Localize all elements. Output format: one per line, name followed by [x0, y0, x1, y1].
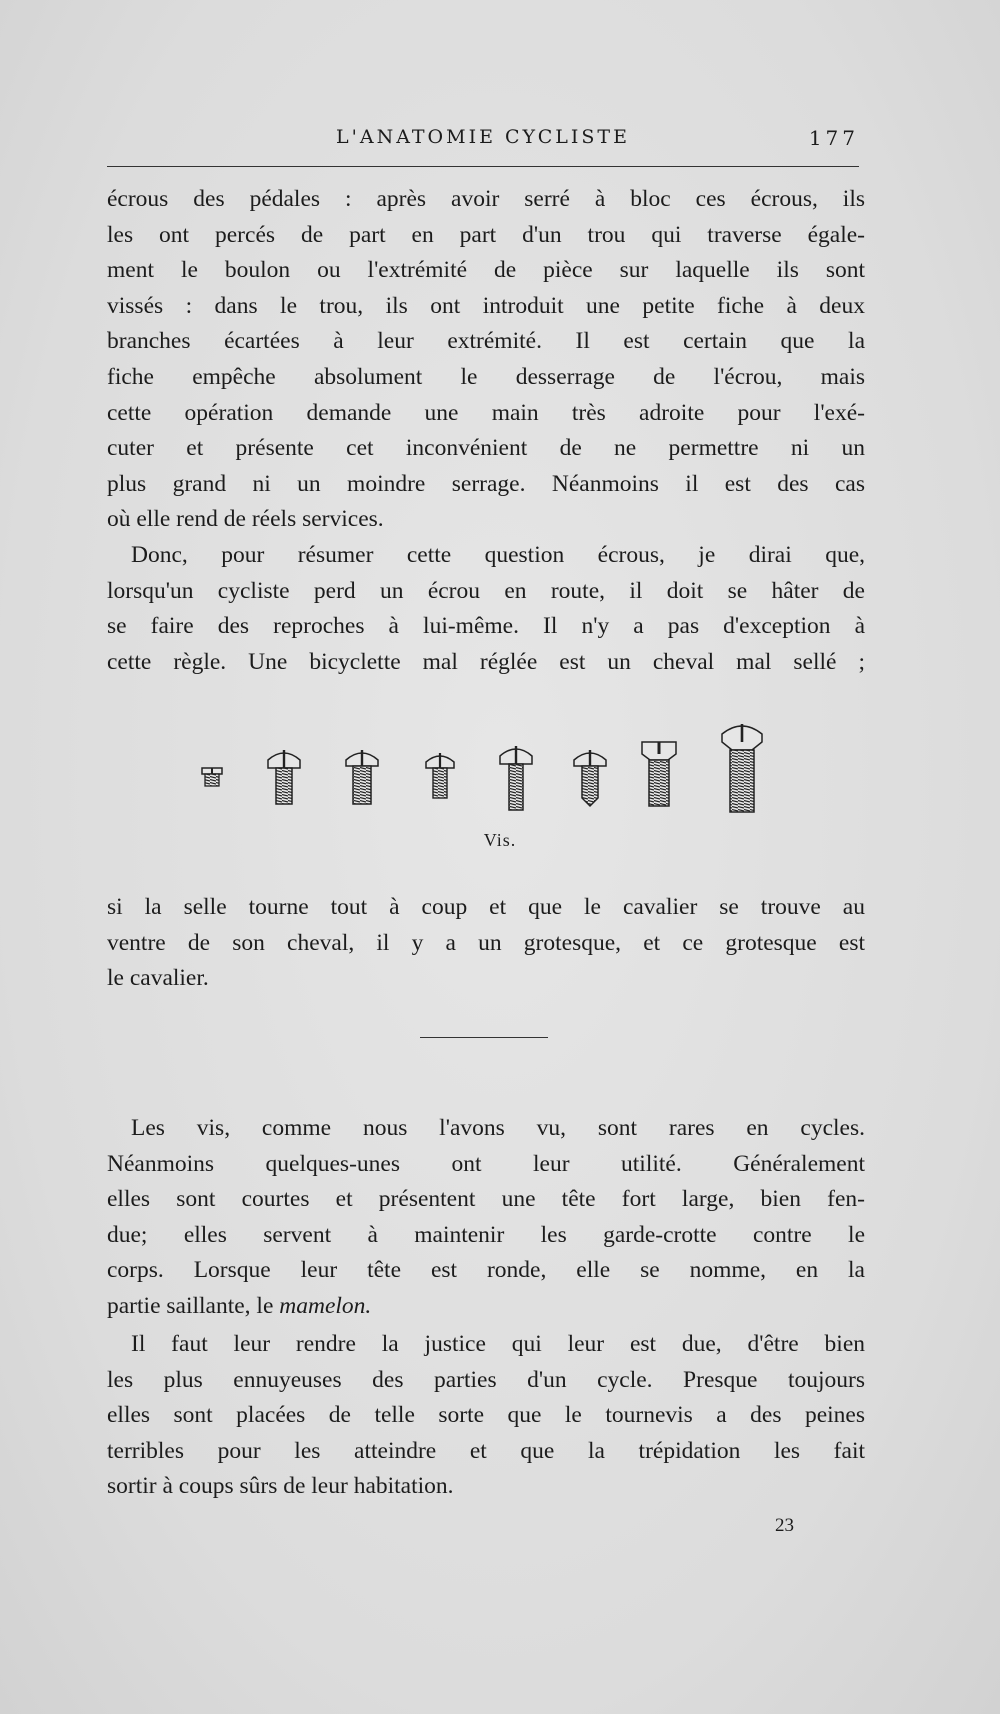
text-line: cuter et présente cet inconvénient de ne permettre ni un — [107, 435, 865, 462]
text-line: fiche empêche absolument le desserrage de l'écrou, mais — [107, 363, 865, 390]
text-line: écrous des pédales : après avoir serré à bloc ces écrous, ils — [107, 186, 865, 212]
text-line: branches écartées à leur extrémité. Il est certain que la — [107, 328, 865, 355]
text-line: Néanmoins quelques-unes ont leur utilité. Généralement — [107, 1150, 865, 1177]
text-line: corps. Lorsque leur tête est ronde, elle se nomme, en la — [107, 1257, 865, 1284]
text-line: les plus ennuyeuses des parties d'un cycle. Presque toujours — [107, 1366, 865, 1393]
screw-6 — [574, 750, 606, 806]
screw-8 — [722, 724, 762, 812]
figure-caption: Vis. — [483, 830, 517, 850]
page-number: 177 — [808, 126, 859, 150]
italic-term: mamelon. — [279, 1292, 372, 1319]
section-divider — [420, 1037, 548, 1038]
text-line-last — [107, 1289, 865, 1325]
text-line: elles sont placées de telle sorte que le tournevis a des peines — [107, 1402, 865, 1429]
signature-mark: 23 — [775, 1515, 794, 1536]
screw-3 — [346, 750, 378, 804]
text-line: Donc, pour résumer cette question écrous, je dirai que, — [131, 542, 865, 568]
screw-5 — [500, 746, 532, 810]
paragraph-pedal-nuts — [107, 182, 865, 538]
text-span: partie saillante, le — [107, 1292, 280, 1319]
text-line: où elle rend de réels services. — [107, 506, 384, 533]
text-line: ment le boulon ou l'extrémité de pièce sur laquelle ils sont — [107, 257, 865, 284]
paragraph-screws — [107, 1111, 865, 1325]
header-rule — [107, 166, 859, 167]
text-line: Il faut leur rendre la justice qui leur est due, d'être bien — [131, 1331, 865, 1357]
screw-1 — [202, 768, 222, 786]
paragraph-summary — [107, 538, 865, 680]
screws-figure — [180, 722, 800, 832]
text-line: elles sont courtes et présentent une tête fort large, bien fen- — [107, 1186, 865, 1213]
text-line: lorsqu'un cycliste perd un écrou en route, il doit se hâter de — [107, 577, 865, 604]
text-line: due; elles servent à maintenir les garde-crotte contre le — [107, 1221, 865, 1248]
paragraph-justice — [107, 1327, 865, 1505]
text-line: sortir à coups sûrs de leur habitation. — [107, 1473, 454, 1500]
screws-illustration — [180, 722, 800, 822]
text-line: le cavalier. — [107, 965, 209, 992]
paragraph-saddle — [107, 890, 865, 997]
running-head — [107, 126, 859, 158]
text-line: se faire des reproches à lui-même. Il n'y a pas d'exception à — [107, 613, 865, 640]
text-line: cette règle. Une bicyclette mal réglée est un cheval mal sellé ; — [107, 648, 865, 675]
text-line: Les vis, comme nous l'avons vu, sont rares en cycles. — [131, 1115, 865, 1141]
text-line: les ont percés de part en part d'un trou qui traverse égale- — [107, 221, 865, 248]
text-line: cette opération demande une main très adroite pour l'exé- — [107, 399, 865, 426]
text-line: ventre de son cheval, il y a un grotesque, et ce grotesque est — [107, 929, 865, 956]
running-title: L'ANATOMIE CYCLISTE — [336, 126, 630, 148]
screw-4 — [426, 753, 454, 798]
text-line: vissés : dans le trou, ils ont introduit une petite fiche à deux — [107, 292, 865, 319]
text-line: terribles pour les atteindre et que la trépidation les fait — [107, 1437, 865, 1464]
text-line: si la selle tourne tout à coup et que le cavalier se trouve au — [107, 894, 865, 920]
screw-7 — [642, 742, 676, 806]
screw-2 — [268, 750, 300, 804]
text-line: plus grand ni un moindre serrage. Néanmoins il est des cas — [107, 470, 865, 497]
